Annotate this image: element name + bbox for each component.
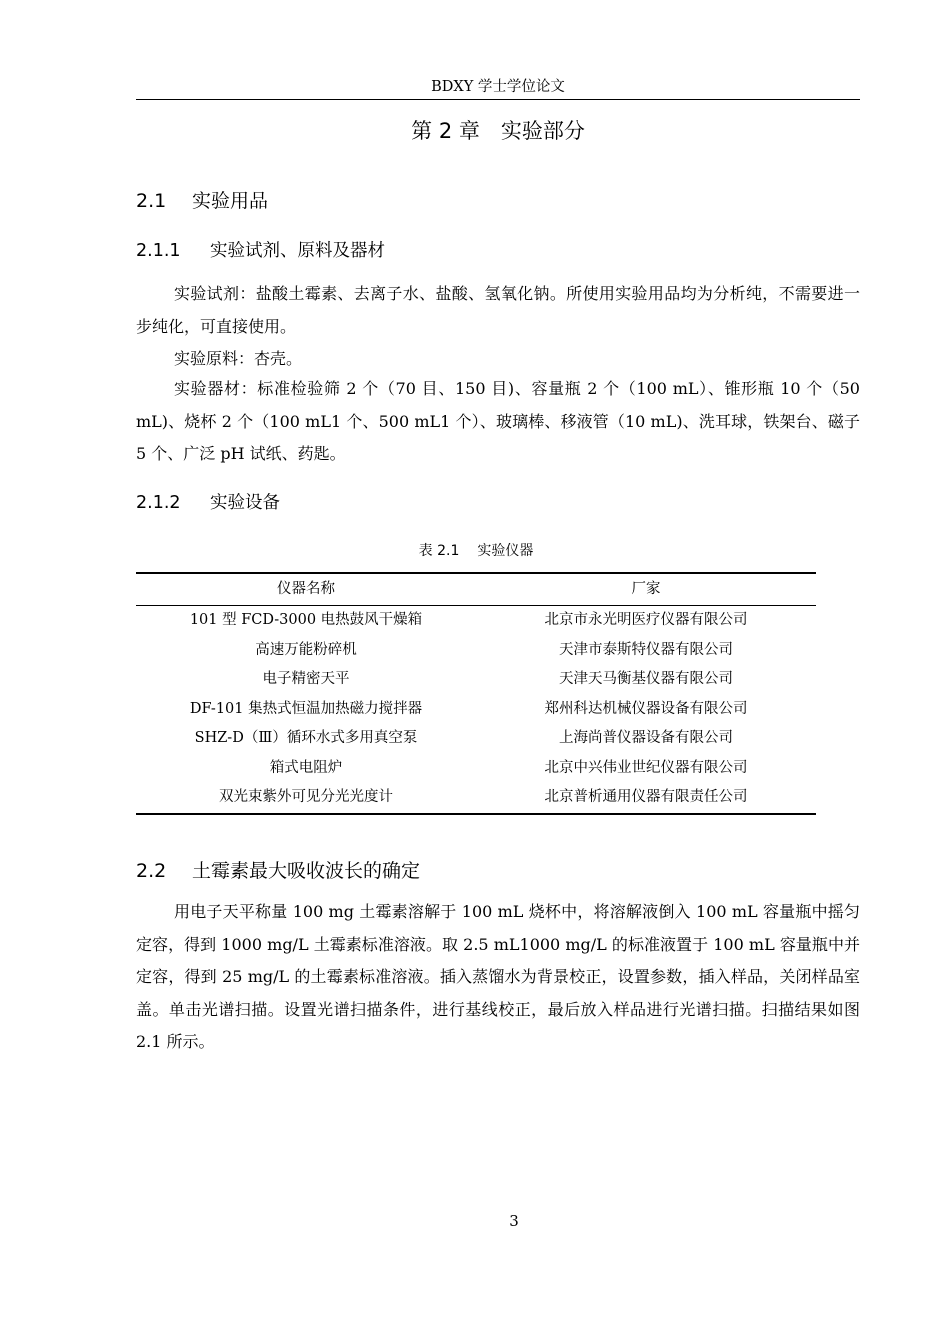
chapter-title: 第 2 章 实验部分: [411, 119, 585, 143]
running-header: BDXY 学士学位论文: [431, 79, 565, 95]
table-cell-manufacturer: 天津市泰斯特仪器有限公司: [559, 641, 733, 658]
paragraph-reagents: 实验试剂：盐酸土霉素、去离子水、盐酸、氢氧化钠。所使用实验用品均为分析纯，不需要进一步纯化，可直接使用。: [136, 284, 860, 336]
section-heading-2-1-1: [136, 238, 385, 264]
section-number: 2.2: [136, 860, 167, 882]
table-cell-instrument: 双光束紫外可见分光光度计: [219, 789, 393, 805]
table-caption: [136, 540, 816, 562]
table-cell-instrument: 电子精密天平: [262, 671, 350, 687]
table-row: [136, 695, 816, 725]
section-title: 实验试剂、原料及器材: [210, 241, 385, 261]
instrument-table: [136, 572, 816, 815]
table-row: [136, 754, 816, 784]
table-cell-manufacturer: 郑州科达机械仪器设备有限公司: [544, 700, 748, 717]
table-cell-instrument: 101 型 FCD-3000 电热鼓风干燥箱: [189, 612, 423, 628]
section-number: 2.1.1: [136, 241, 181, 261]
section-title: 实验设备: [210, 493, 280, 513]
section-title: 土霉素最大吸收波长的确定: [192, 860, 421, 882]
section-number: 2.1: [136, 190, 167, 212]
table-caption-title: 实验仪器: [477, 543, 534, 559]
paragraph-apparatus: 实验器材：标准检验筛 2 个（70 目、150 目)、容量瓶 2 个（100 mL）、锥形瓶 10 个（50 mL)、烧杯 2 个（100 mL1 个、500 mL1 个）、玻璃棒、移液管（10 mL)、洗耳球，铁架台、磁子 5 个、广泛 pH 试纸、药匙。: [136, 379, 860, 463]
section-heading-2-2: [136, 857, 420, 885]
table-row: [136, 665, 816, 695]
page-number: 3: [509, 1212, 519, 1230]
section-heading-2-1-2: [136, 490, 280, 516]
table-header-manufacturer: 厂家: [631, 581, 661, 597]
table-cell-manufacturer: 北京中兴伟业世纪仪器有限公司: [544, 759, 748, 776]
section-number: 2.1.2: [136, 493, 181, 513]
table-row: [136, 606, 816, 636]
table-cell-instrument: 箱式电阻炉: [269, 759, 343, 776]
table-header-row: [136, 573, 816, 606]
table-cell-manufacturer: 上海尚普仪器设备有限公司: [559, 730, 733, 746]
table-cell-instrument: SHZ-D（Ⅲ）循环水式多用真空泵: [194, 730, 418, 746]
table-row: [136, 783, 816, 814]
section-heading-2-1: [136, 187, 268, 215]
table-row: [136, 724, 816, 754]
table-cell-instrument: DF-101 集热式恒温加热磁力搅拌器: [189, 700, 423, 717]
table-cell-instrument: 高速万能粉碎机: [255, 641, 357, 658]
paragraph-max-absorption: 用电子天平称量 100 mg 土霉素溶解于 100 mL 烧杯中，将溶解液倒入 100 mL 容量瓶中摇匀定容，得到 1000 mg/L 土霉素标准溶液。取 2.5 mL1000 mg/L 的标准液置于 100 mL 容量瓶中并定容，得到 25 mg/L 的土霉素标准溶液。插入蒸馏水为背景校正，设置参数，插入样品，关闭样品室盖。单击光谱扫描。设置光谱扫描条件，进行基线校正，最后放入样品进行光谱扫描。扫描结果如图 2.1 所示。: [136, 902, 860, 1051]
paragraph-raw-material: 实验原料：杏壳。: [174, 349, 303, 368]
table-caption-number: 表 2.1: [418, 543, 460, 559]
table-cell-manufacturer: 北京普析通用仪器有限责任公司: [544, 789, 748, 805]
section-title: 实验用品: [192, 190, 269, 212]
table-cell-manufacturer: 北京市永光明医疗仪器有限公司: [544, 612, 748, 628]
table-header-instrument: 仪器名称: [277, 581, 335, 597]
header-rule: [136, 99, 860, 100]
table-cell-manufacturer: 天津天马衡基仪器有限公司: [559, 671, 733, 687]
table-row: [136, 636, 816, 666]
